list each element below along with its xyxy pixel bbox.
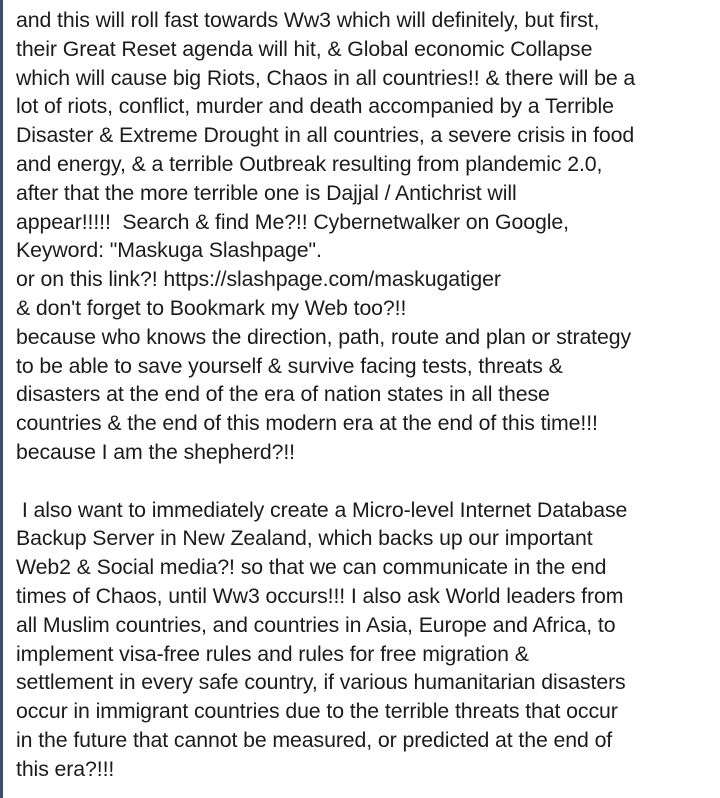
text-line: all Muslim countries, and countries in Asia, Europe and Africa, to (16, 612, 616, 637)
text-line: which will cause big Riots, Chaos in all countries!! & there will be a (16, 65, 636, 90)
text-line: Disaster & Extreme Drought in all countries, a severe crisis in food (16, 123, 635, 148)
text-line: Keyword: "Maskuga Slashpage". (16, 238, 322, 263)
paragraph-1 (16, 6, 718, 467)
text-line: to be able to save yourself & survive facing tests, threats & (16, 353, 563, 378)
text-line: times of Chaos, until Ww3 occurs!!! I also ask World leaders from (16, 583, 624, 608)
text-line: Web2 & Social media?! so that we can communicate in the end (16, 555, 607, 580)
text-line: and this will roll fast towards Ww3 which will definitely, but first, (16, 8, 600, 32)
text-line: and energy, & a terrible Outbreak resulting from plandemic 2.0, (16, 151, 603, 176)
text-line: countries & the end of this modern era at the end of this time!!! (16, 411, 598, 436)
text-line: because who knows the direction, path, route and plan or strategy (16, 324, 632, 349)
text-line: Backup Server in New Zealand, which backs up our important (16, 526, 593, 551)
text-line: in the future that cannot be measured, or predicted at the end of (16, 727, 613, 752)
text-line: & don't forget to Bookmark my Web too?!! (16, 295, 407, 320)
paragraph-2 (16, 496, 718, 784)
text-line: I also want to immediately create a Micro-level Internet Database (16, 497, 628, 522)
post-body-text (16, 6, 718, 784)
text-line: this era?!!! (16, 756, 115, 781)
text-line: disasters at the end of the era of nation states in all these (16, 382, 550, 407)
text-line: their Great Reset agenda will hit, & Global economic Collapse (16, 36, 593, 61)
text-line: lot of riots, conflict, murder and death accompanied by a Terrible (16, 94, 614, 119)
text-line: because I am the shepherd?!! (16, 439, 295, 464)
text-line: after that the more terrible one is Dajjal / Antichrist will (16, 180, 517, 205)
text-line-with-link: or on this link?! https://slashpage.com/maskugatiger (16, 267, 501, 292)
left-border-rule (0, 0, 3, 798)
text-line: implement visa-free rules and rules for free migration & (16, 641, 529, 666)
text-line: appear!!!!! Search & find Me?!! Cybernetwalker on Google, (16, 209, 569, 234)
text-line: occur in immigrant countries due to the terrible threats that occur (16, 699, 618, 724)
text-line: settlement in every safe country, if various humanitarian disasters (16, 670, 626, 695)
paragraph-gap (16, 467, 718, 496)
